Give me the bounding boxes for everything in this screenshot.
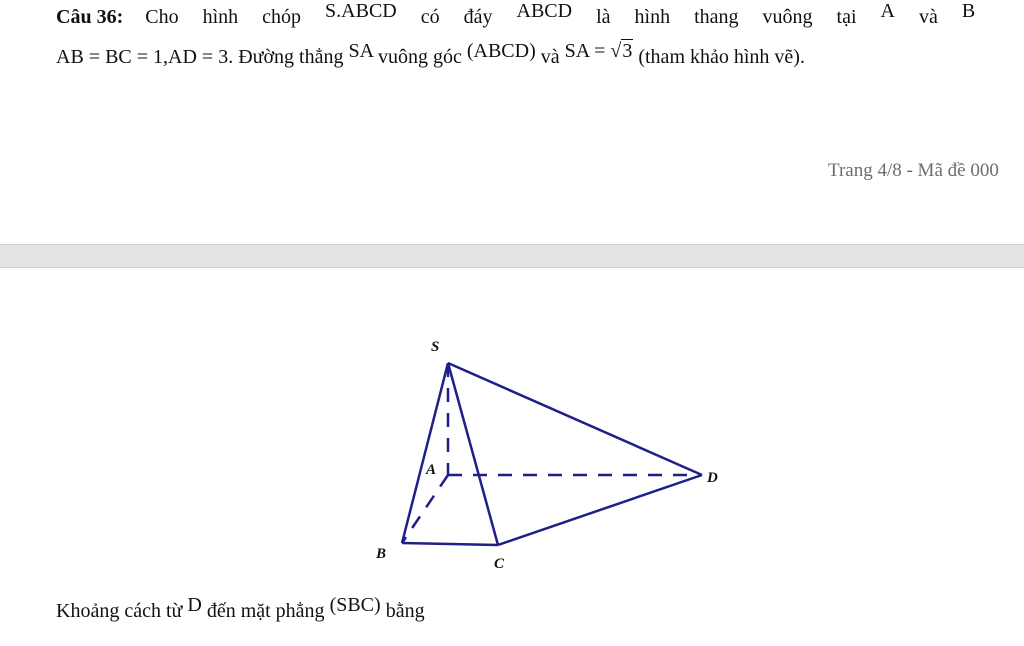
question-prompt <box>56 594 425 623</box>
edge-sd <box>448 363 702 475</box>
question-line-1 <box>56 0 976 29</box>
question-text: . Đường thẳng <box>228 46 349 68</box>
math-point-d: D <box>187 594 202 616</box>
question-word: hình <box>634 6 671 28</box>
question-word: đáy <box>463 6 493 28</box>
question-line-2 <box>56 40 805 69</box>
question-word: là <box>596 6 611 28</box>
math-radicand: 3 <box>622 40 633 62</box>
question-word: tại <box>836 6 857 28</box>
question-word: chóp <box>262 6 302 28</box>
math-lengths: AB = BC = 1,AD = 3 <box>56 46 229 68</box>
prompt-text: đến mặt phẳng <box>201 600 330 622</box>
question-text: (tham khảo hình vẽ). <box>633 46 805 68</box>
question-word: hình <box>202 6 239 28</box>
question-word: Cho <box>145 6 179 28</box>
edge-ab-hidden <box>402 475 448 543</box>
prompt-text: bằng <box>380 600 425 622</box>
math-sa-value <box>565 40 634 62</box>
edge-sb <box>402 363 448 543</box>
pyramid-figure <box>360 320 740 580</box>
question-word: vuông <box>762 6 813 28</box>
edge-bc <box>402 543 498 545</box>
question-number: Câu 36: <box>56 6 124 28</box>
question-word: thang <box>694 6 739 28</box>
math-pyramid-name: S.ABCD <box>325 0 397 22</box>
prompt-text: Khoảng cách từ <box>56 600 188 622</box>
page-footer: Trang 4/8 - Mã đề 000 <box>828 160 999 181</box>
math-segment-sa: SA <box>348 40 373 62</box>
edge-cd <box>498 475 702 545</box>
page-break-separator <box>0 244 1024 268</box>
label-d: D <box>707 470 718 486</box>
math-plane-sbc: (SBC) <box>329 594 381 616</box>
label-a: A <box>426 462 437 478</box>
question-text: vuông góc <box>372 46 467 68</box>
question-text: và <box>535 46 565 68</box>
math-vertex-a: A <box>880 0 895 22</box>
math-plane-abcd: (ABCD) <box>466 40 536 62</box>
label-b: B <box>376 546 387 562</box>
math-sa-prefix: SA = √ <box>564 40 622 62</box>
question-word: có <box>420 6 440 28</box>
math-base-name: ABCD <box>516 0 573 22</box>
edge-sc <box>448 363 498 545</box>
label-s: S <box>431 339 440 355</box>
question-word: và <box>918 6 938 28</box>
label-c: C <box>494 556 505 572</box>
math-vertex-b: B <box>961 0 976 22</box>
